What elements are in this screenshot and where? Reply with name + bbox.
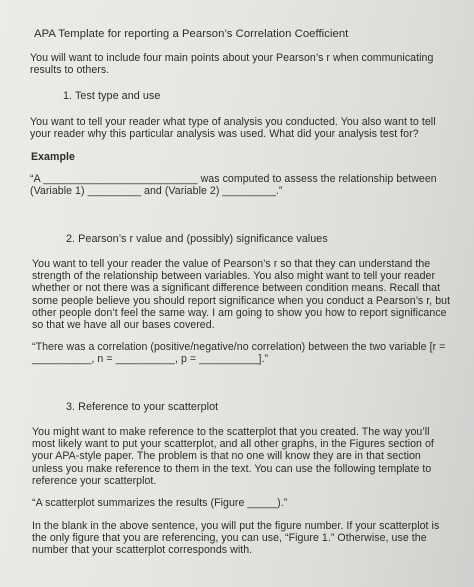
- section-1-body-line-2: your reader why this particular analysis was used. What did your analysis test for?: [30, 128, 419, 140]
- section-3-heading: 3. Reference to your scatterplot: [66, 401, 219, 413]
- section-3-body-line-4: unless you make reference to them in the text. You can use the following template to: [32, 463, 432, 475]
- section-2-body-line-2: strength of the relationship between variables. You also might want to tell your reader: [32, 270, 436, 282]
- intro-line-2: results to others.: [30, 64, 110, 76]
- example-label: Example: [31, 151, 75, 163]
- section-1-heading: 1. Test type and use: [63, 90, 161, 102]
- section-3-body-line-2: most likely want to put your scatterplot, and all other graphs, in the Figures section of: [32, 438, 434, 450]
- section-1-body-line-1: You want to tell your reader what type of analysis you conducted. You also want to tell: [30, 116, 436, 128]
- section-3-body-line-5: reference your scatterplot.: [32, 475, 157, 487]
- section-2-body-line-4: some people believe you should report significance when you conduct a Pearson’s r, but: [32, 295, 451, 307]
- section-1-example-line-1: “A __________________________ was computed to assess the relationship between: [30, 173, 437, 185]
- section-3-closing-line-1: In the blank in the above sentence, you will put the figure number. If your scatterplot is: [32, 520, 440, 532]
- section-3-example: “A scatterplot summarizes the results (Figure _____).”: [32, 497, 288, 509]
- section-3-body-line-1: You might want to make reference to the scatterplot that you created. The way you’ll: [32, 426, 430, 438]
- section-2-body-line-6: so that we have all our bases covered.: [32, 319, 215, 331]
- section-3-body-line-3: your APA-style paper. The problem is that no one will know they are in that section: [32, 450, 421, 462]
- section-2-example-line-2: __________, n = __________, p = __________].”: [32, 353, 269, 365]
- section-2-body-line-3: whether or not there was a significant difference between condition means. Recall that: [32, 282, 441, 294]
- intro-line-1: You will want to include four main points about your Pearson’s r when communicating: [30, 52, 434, 64]
- section-3-closing-line-3: number that your scatterplot corresponds with.: [32, 544, 253, 556]
- section-1-example-line-2: (Variable 1) _________ and (Variable 2) _________.”: [30, 185, 283, 197]
- section-2-heading: 2. Pearson’s r value and (possibly) significance values: [66, 233, 328, 245]
- section-2-body-line-1: You want to tell your reader the value of Pearson’s r so that they can understand the: [32, 258, 431, 270]
- section-2-example-line-1: “There was a correlation (positive/negative/no correlation) between the two variable [r =: [32, 341, 446, 353]
- section-3-closing-line-2: the only figure that you are referencing, you can use, “Figure 1.” Otherwise, use the: [32, 532, 427, 544]
- document-title: APA Template for reporting a Pearson’s Correlation Coefficient: [34, 28, 349, 40]
- section-2-body-line-5: other people don’t feel the same way. I am going to show you how to report significance: [32, 307, 447, 319]
